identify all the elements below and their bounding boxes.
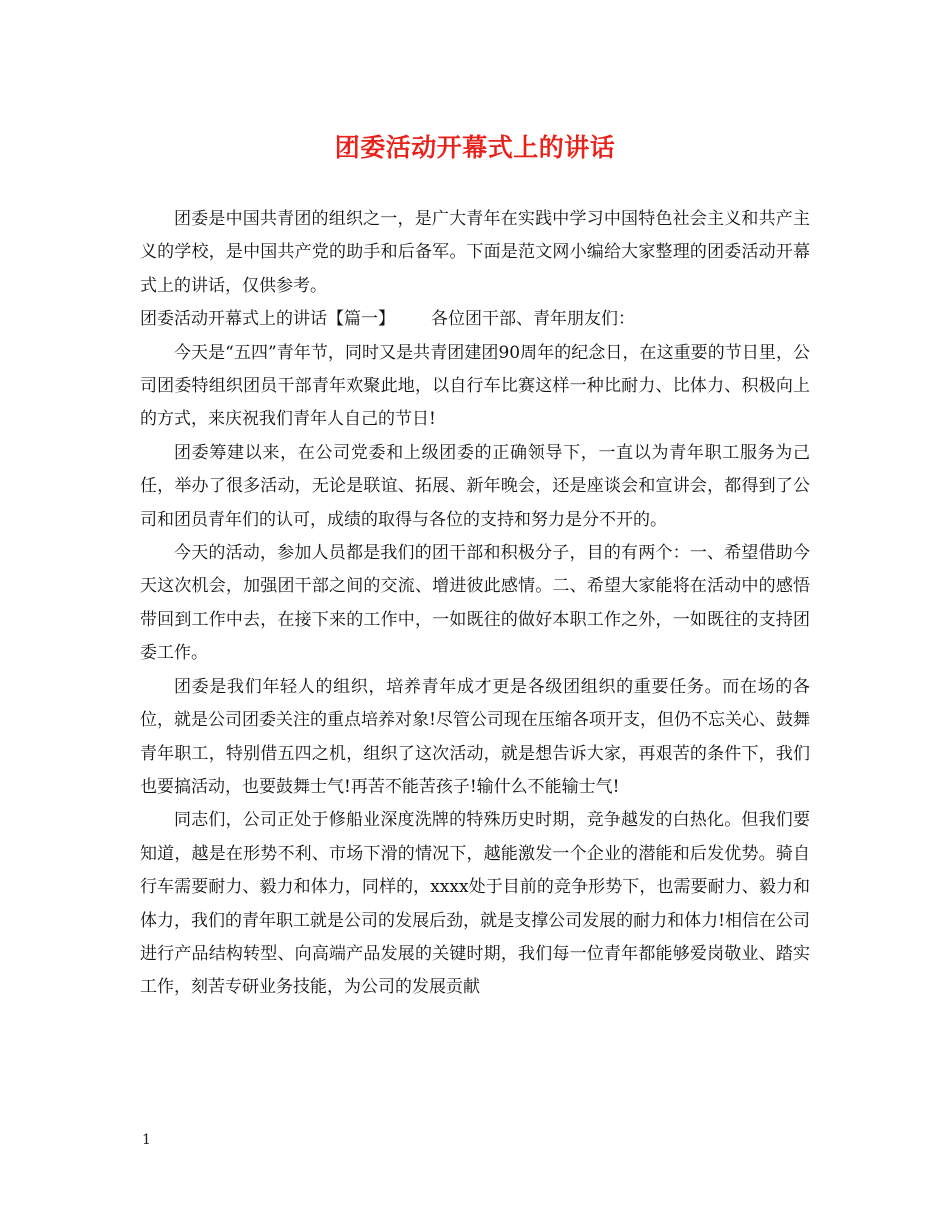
body-paragraph-5: 同志们，公司正处于修船业深度洗牌的特殊历史时期，竞争越发的白热化。但我们要知道，越是在形势不利、市场下滑的情况下，越能激发一个企业的潜能和后发优势。骑自行车需要耐力、毅力和体力，同样的，xxxx处于目前的竞争形势下，也需要耐力、毅力和体力，我们的青年职工就是公司的发展后劲，就是支撑公司发展的耐力和体力!相信在公司进行产品结构转型、向高端产品发展的关键时期，我们每一位青年都能够爱岗敬业、踏实工作，刻苦专研业务技能，为公司的发展贡献 [140, 810, 810, 998]
document-title: 团委活动开幕式上的讲话 [334, 133, 616, 162]
salutation: 各位团干部、青年朋友们： [431, 309, 635, 330]
body-paragraph-2: 团委筹建以来，在公司党委和上级团委的正确领导下，一直以为青年职工服务为己任，举办了很多活动，无论是联谊、拓展、新年晚会，还是座谈会和宣讲会，都得到了公司和团员青年们的认可，成绩的取得与各位的支持和努力是分不开的。 [140, 442, 810, 530]
body-paragraph-3: 今天的活动，参加人员都是我们的团干部和积极分子，目的有两个：一、希望借助今天这次机会，加强团干部之间的交流、增进彼此感情。二、希望大家能将在活动中的感悟带回到工作中去，在接下来的工作中，一如既往的做好本职工作之外，一如既往的支持团委工作。 [140, 543, 810, 664]
document-body [140, 203, 810, 1005]
section-heading: 团委活动开幕式上的讲话【篇一】 [140, 309, 395, 330]
section-heading-line [140, 303, 810, 336]
body-paragraph-1: 今天是“五四”青年节，同时又是共青团建团90周年的纪念日，在这重要的节日里，公司团委特组织团员干部青年欢聚此地，以自行车比赛这样一种比耐力、比体力、积极向上的方式，来庆祝我们青年人自己的节日! [140, 342, 810, 430]
body-paragraph-4: 团委是我们年轻人的组织，培养青年成才更是各级团组织的重要任务。而在场的各位，就是公司团委关注的重点培养对象!尽管公司现在压缩各项开支，但仍不忘关心、鼓舞青年职工，特别借五四之机，组织了这次活动，就是想告诉大家，再艰苦的条件下，我们也要搞活动，也要鼓舞士气!再苦不能苦孩子!输什么不能输士气! [140, 676, 810, 797]
intro-paragraph: 团委是中国共青团的组织之一，是广大青年在实践中学习中国特色社会主义和共产主义的学校，是中国共产党的助手和后备军。下面是范文网小编给大家整理的团委活动开幕式上的讲话，仅供参考。 [140, 209, 810, 296]
page-number: 1 [142, 1132, 151, 1148]
